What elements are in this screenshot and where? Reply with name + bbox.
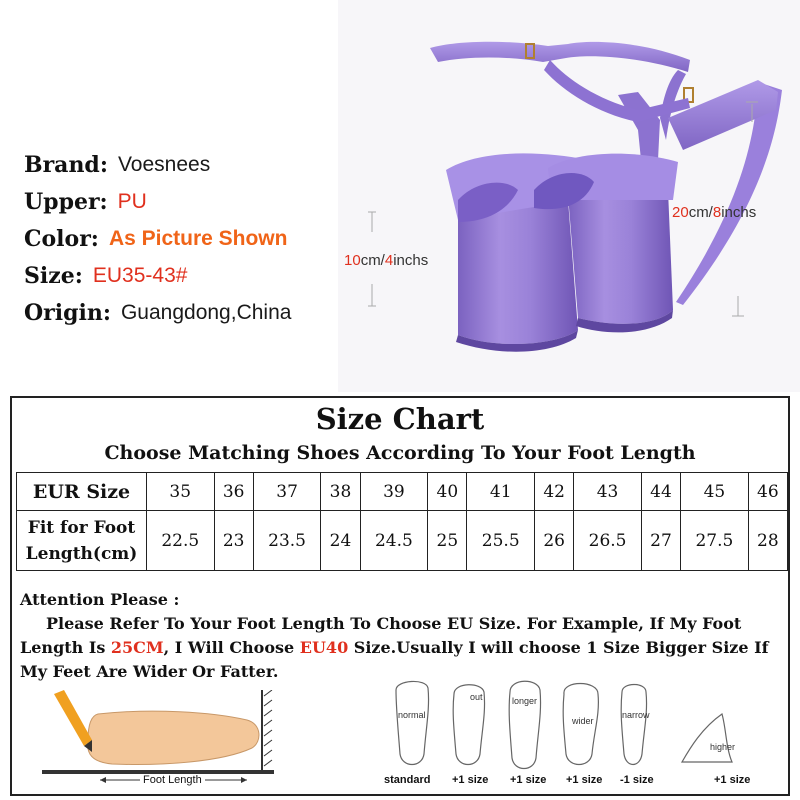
shoe-illustration [338, 0, 800, 392]
spec-origin [24, 294, 291, 331]
foot-length-cell: 23.5 [253, 511, 321, 571]
eur-size-cell: 45 [681, 473, 749, 511]
spec-color [24, 220, 291, 257]
eur-size-row [17, 473, 788, 511]
attention-highlight: EU40 [299, 638, 349, 657]
foot-length-cell: 26.5 [574, 511, 642, 571]
eur-size-cell: 42 [534, 473, 573, 511]
attention-heading: Attention Please : [20, 590, 180, 609]
eur-size-header: EUR Size [17, 473, 147, 511]
foot-advice-longer: +1 size [510, 774, 547, 786]
product-header [0, 0, 800, 392]
heel-cm: 20 [672, 204, 689, 221]
spec-list [24, 146, 291, 331]
eur-size-cell: 35 [147, 473, 215, 511]
spec-label: Size: [24, 262, 83, 289]
foot-length-header-line1: Fit for Foot [27, 517, 136, 538]
foot-type-out: out [470, 692, 483, 702]
spec-label: Color: [24, 225, 99, 252]
eur-size-cell: 38 [321, 473, 360, 511]
foot-types [382, 668, 782, 794]
size-table [16, 472, 788, 571]
platform-unit-b: inchs [393, 252, 429, 269]
platform-unit-a: cm/ [360, 252, 385, 269]
spec-brand [24, 146, 291, 183]
size-chart [10, 396, 790, 796]
foot-type-normal: normal [398, 710, 426, 720]
spec-value: PU [117, 189, 147, 213]
foot-type-narrow: narrow [622, 710, 650, 720]
spec-upper [24, 183, 291, 220]
eur-size-cell: 39 [360, 473, 428, 511]
foot-length-cell: 25.5 [467, 511, 535, 571]
eur-size-cell: 46 [748, 473, 787, 511]
foot-advice-standard: standard [384, 774, 431, 786]
foot-length-header [17, 511, 147, 571]
spec-value: EU35-43# [92, 263, 188, 287]
heel-inch: 8 [712, 204, 722, 221]
eur-size-cell: 43 [574, 473, 642, 511]
foot-length-cell: 24.5 [360, 511, 428, 571]
spec-label: Upper: [24, 188, 108, 215]
foot-length-cell: 24 [321, 511, 360, 571]
foot-advice-out: +1 size [452, 774, 489, 786]
platform-inch: 4 [384, 252, 394, 269]
foot-advice-higher: +1 size [714, 774, 751, 786]
foot-length-cell: 27.5 [681, 511, 749, 571]
foot-length-header-line2: Length(cm) [25, 543, 138, 564]
pencil-icon [54, 690, 92, 752]
size-chart-subtitle: Choose Matching Shoes According To Your Foot Length [104, 442, 696, 464]
foot-length-diagram [42, 690, 282, 790]
foot-type-wider: wider [572, 716, 594, 726]
foot-advice-narrow: -1 size [620, 774, 654, 786]
eur-size-cell: 41 [467, 473, 535, 511]
eur-size-cell: 37 [253, 473, 321, 511]
foot-length-cell: 28 [748, 511, 787, 571]
attention-text: Please Refer To Your Foot Length To Choose EU Size. For Example, If My Foot Length Is [20, 614, 742, 657]
attention-text: Size.Usually I will choose 1 Size Bigger Size If My Feet Are Wider Or Fatter. [20, 638, 769, 681]
platform-cm: 10 [344, 252, 361, 269]
eur-size-cell: 44 [641, 473, 680, 511]
spec-label: Brand: [24, 151, 108, 178]
spec-value: Guangdong,China [120, 300, 292, 324]
foot-length-cell: 22.5 [147, 511, 215, 571]
heel-height-label [672, 204, 756, 221]
spec-value: Voesnees [117, 152, 211, 176]
product-image [338, 0, 800, 392]
foot-length-row [17, 511, 788, 571]
attention-text: , I Will Choose [163, 638, 300, 657]
spec-value: As Picture Shown [108, 226, 288, 250]
attention-highlight: 25CM [110, 638, 164, 657]
platform-height-label [344, 252, 428, 269]
spec-label: Origin: [24, 299, 111, 326]
foot-length-label: Foot Length [140, 774, 205, 786]
eur-size-cell: 36 [214, 473, 253, 511]
foot-type-longer: longer [512, 696, 538, 706]
heel-unit-b: inchs [721, 204, 757, 221]
spec-size [24, 257, 291, 294]
foot-length-cell: 25 [428, 511, 467, 571]
foot-type-higher: higher [710, 742, 736, 752]
foot-length-cell: 27 [641, 511, 680, 571]
foot-length-cell: 26 [534, 511, 573, 571]
eur-size-cell: 40 [428, 473, 467, 511]
foot-length-cell: 23 [214, 511, 253, 571]
foot-advice-wider: +1 size [566, 774, 603, 786]
size-chart-title: Size Chart [315, 402, 485, 436]
heel-unit-a: cm/ [688, 204, 713, 221]
